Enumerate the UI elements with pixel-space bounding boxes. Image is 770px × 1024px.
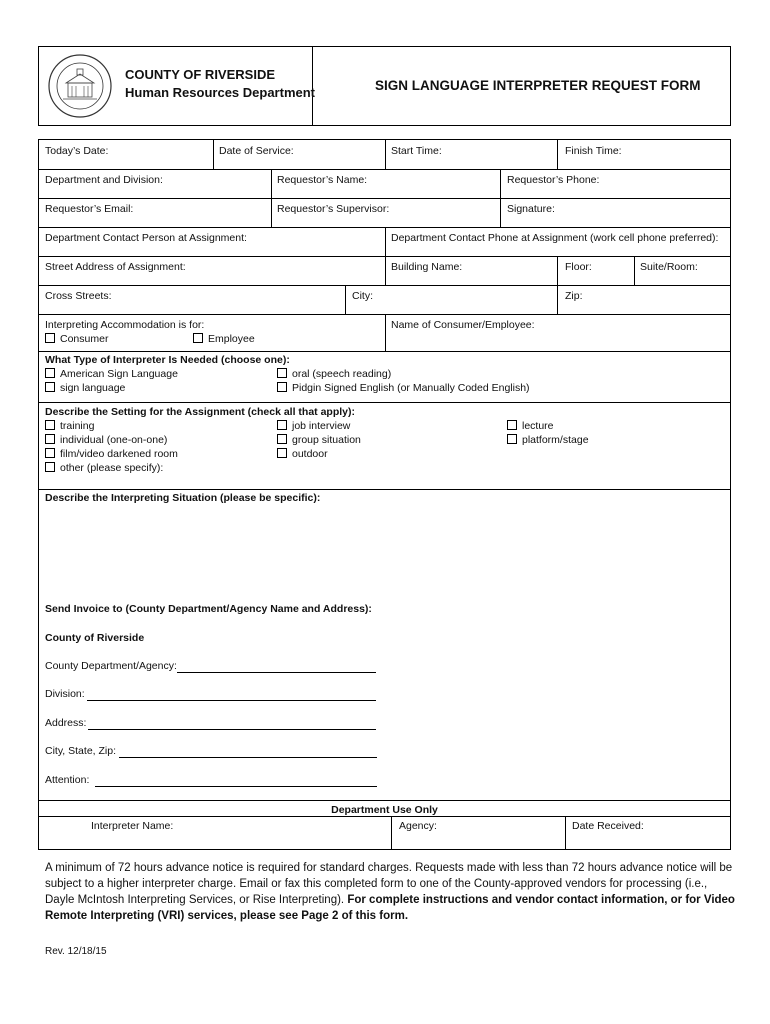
- floor-field[interactable]: Floor:: [565, 261, 592, 273]
- oral-checkbox[interactable]: oral (speech reading): [277, 368, 391, 380]
- contact-phone-field[interactable]: Department Contact Phone at Assignment (work cell phone preferred):: [391, 232, 719, 244]
- requestor-email-field[interactable]: Requestor’s Email:: [45, 203, 134, 215]
- department-agency-field[interactable]: County Department/Agency:: [45, 660, 177, 672]
- job-interview-checkbox[interactable]: job interview: [277, 420, 350, 432]
- individual-checkbox[interactable]: individual (one-on-one): [45, 434, 167, 446]
- pidgin-checkbox[interactable]: Pidgin Signed English (or Manually Coded English): [277, 382, 530, 394]
- form-header: [38, 46, 731, 126]
- interpreter-type-heading: What Type of Interpreter Is Needed (choose one):: [45, 354, 290, 366]
- invoice-county: County of Riverside: [45, 632, 145, 644]
- revision-date: Rev. 12/18/15: [45, 946, 107, 957]
- interpreter-name-field[interactable]: Interpreter Name:: [91, 820, 174, 832]
- todays-date-field[interactable]: Today’s Date:: [45, 145, 109, 157]
- instructions-note: For complete instructions and vendor contact information, or for Video Remote Interpreting (VRI) services, please see Page 2 of this form.: [45, 894, 735, 922]
- city-state-zip-field[interactable]: City, State, Zip:: [45, 745, 116, 757]
- other-checkbox[interactable]: other (please specify):: [45, 462, 163, 474]
- requestor-name-field[interactable]: Requestor’s Name:: [277, 174, 368, 186]
- lecture-checkbox[interactable]: lecture: [507, 420, 554, 432]
- advance-notice-note: A minimum of 72 hours advance notice is required for standard charges. Requests made with less than 72 hours advance notice will be subject to a higher interpreter charge. Email or fax this completed form to one of the County-approved vendors for processing (i.e., Dayle McIntosh Interpreting Services, or Rise Interpreting). For complete instructions and vendor contact information, or for Video Remote Interpreting (VRI) services, please see Page 2 of this form.: [45, 862, 735, 922]
- asl-checkbox[interactable]: American Sign Language: [45, 368, 178, 380]
- street-address-field[interactable]: Street Address of Assignment:: [45, 261, 186, 273]
- accommodation-for-label: Interpreting Accommodation is for:: [45, 319, 205, 331]
- address-field[interactable]: Address:: [45, 717, 87, 729]
- city-field[interactable]: City:: [352, 290, 373, 302]
- training-checkbox[interactable]: training: [45, 420, 94, 432]
- suite-room-field[interactable]: Suite/Room:: [640, 261, 698, 273]
- start-time-field[interactable]: Start Time:: [391, 145, 442, 157]
- department-division-field[interactable]: Department and Division:: [45, 174, 163, 186]
- attention-field[interactable]: Attention:: [45, 774, 90, 786]
- building-name-field[interactable]: Building Name:: [391, 261, 463, 273]
- division-field[interactable]: Division:: [45, 688, 85, 700]
- form-title: SIGN LANGUAGE INTERPRETER REQUEST FORM: [375, 78, 701, 93]
- finish-time-field[interactable]: Finish Time:: [565, 145, 622, 157]
- employee-checkbox[interactable]: Employee: [193, 333, 255, 345]
- contact-person-field[interactable]: Department Contact Person at Assignment:: [45, 232, 247, 244]
- signature-field[interactable]: Signature:: [507, 203, 555, 215]
- invoice-heading: Send Invoice to (County Department/Agency Name and Address):: [45, 603, 372, 615]
- department-use-heading: Department Use Only: [331, 804, 438, 816]
- county-seal-logo: [47, 53, 113, 119]
- date-received-field[interactable]: Date Received:: [572, 820, 644, 832]
- date-of-service-field[interactable]: Date of Service:: [219, 145, 294, 157]
- agency-field[interactable]: Agency:: [399, 820, 437, 832]
- requestor-phone-field[interactable]: Requestor’s Phone:: [507, 174, 600, 186]
- requestor-supervisor-field[interactable]: Requestor’s Supervisor:: [277, 203, 390, 215]
- org-department: Human Resources Department: [125, 85, 315, 100]
- consumer-name-field[interactable]: Name of Consumer/Employee:: [391, 319, 535, 331]
- outdoor-checkbox[interactable]: outdoor: [277, 448, 328, 460]
- org-name: COUNTY OF RIVERSIDE: [125, 67, 276, 82]
- film-video-checkbox[interactable]: film/video darkened room: [45, 448, 178, 460]
- group-situation-checkbox[interactable]: group situation: [277, 434, 361, 446]
- sign-language-checkbox[interactable]: sign language: [45, 382, 125, 394]
- situation-heading: Describe the Interpreting Situation (please be specific):: [45, 492, 321, 504]
- zip-field[interactable]: Zip:: [565, 290, 583, 302]
- consumer-checkbox[interactable]: Consumer: [45, 333, 108, 345]
- request-form: [38, 139, 731, 850]
- platform-stage-checkbox[interactable]: platform/stage: [507, 434, 589, 446]
- cross-streets-field[interactable]: Cross Streets:: [45, 290, 112, 302]
- setting-heading: Describe the Setting for the Assignment (check all that apply):: [45, 406, 356, 418]
